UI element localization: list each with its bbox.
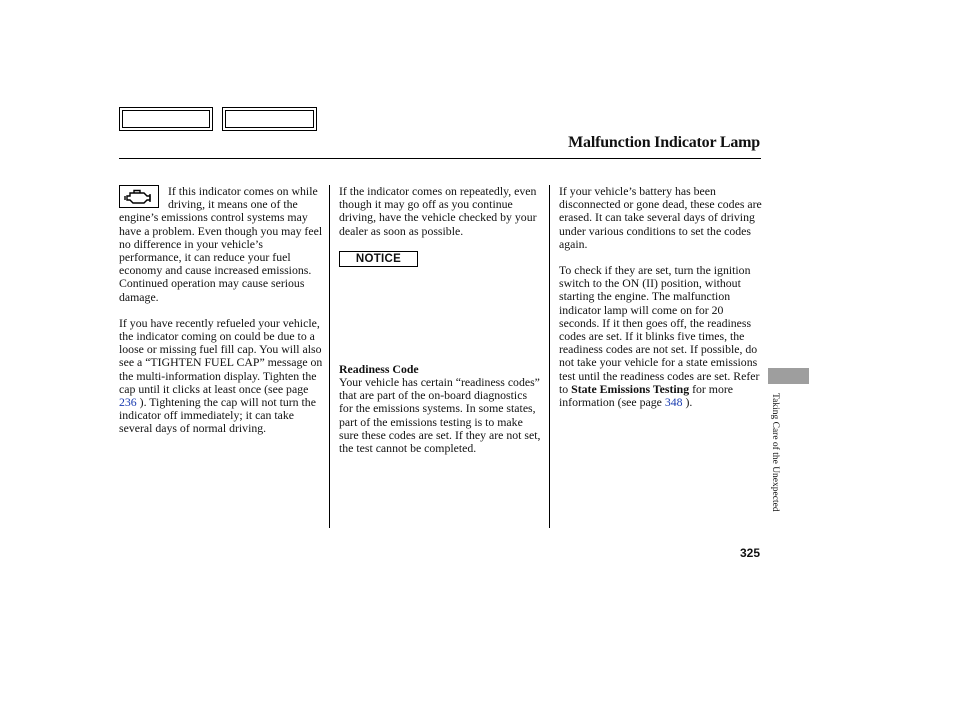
section-heading: Readiness Code <box>339 361 419 376</box>
section-tab[interactable] <box>768 368 809 384</box>
page-number: 325 <box>739 546 760 560</box>
cross-reference: State Emissions Testing <box>571 381 690 396</box>
section-label: Taking Care of the Unexpected <box>770 393 780 512</box>
column-2 <box>339 185 543 455</box>
column-divider <box>549 185 550 528</box>
column-1 <box>119 185 323 436</box>
nav-back-button[interactable] <box>119 107 213 131</box>
title-rule <box>119 158 761 159</box>
paragraph: If your vehicle’s battery has been disconnected or gone dead, these codes are erased. It can take several days of driving under various conditions to set the codes again. <box>559 184 762 251</box>
column-divider <box>329 185 330 528</box>
paragraph: If this indicator comes on while driving, it means one of the engine’s emissions control systems may have a problem. Even though you may feel no difference in your vehicle’s performance, it can reduce your fuel economy and cause increased emissions. Continued operation may cause serious damage. <box>119 184 323 304</box>
paragraph: If the indicator comes on repeatedly, even though it may go off as you continue driving, have the vehicle checked by your dealer as soon as possible. <box>339 184 537 238</box>
notice-badge: NOTICE <box>339 251 418 267</box>
paragraph: To check if they are set, turn the ignition switch to the ON (II) position, without starting the engine. The malfunction indicator lamp will come on for 20 seconds. If it then goes off, the readiness codes are set. If it blinks five times, the readiness codes are not set. If possible, do not take your vehicle for a state emissions test until the readiness codes are set. Refer to State Emissions Testing for more information (see page 348 ). <box>559 263 760 410</box>
nav-toc-button[interactable] <box>222 107 317 131</box>
check-engine-icon <box>119 185 159 208</box>
page-title: Malfunction Indicator Lamp <box>568 134 760 151</box>
column-3 <box>559 185 765 409</box>
page-link[interactable]: 348 <box>664 395 683 410</box>
page-link[interactable]: 236 <box>119 395 137 410</box>
notice-row <box>339 251 543 267</box>
paragraph: Your vehicle has certain “readiness codes” that are part of the on-board diagnostics for the emissions systems. In some states, part of the emissions testing is to make sure these codes are set. If they are not set, the test cannot be completed. <box>339 375 541 456</box>
paragraph: If you have recently refueled your vehicle, the indicator coming on could be due to a loose or missing fuel fill cap. You will also see a “TIGHTEN FUEL CAP” message on the multi-information display. Tighten the cap until it clicks at least once (see page 236 ). Tightening the cap will not turn the indicator off immediately; it can take several days of normal driving. <box>119 315 323 436</box>
